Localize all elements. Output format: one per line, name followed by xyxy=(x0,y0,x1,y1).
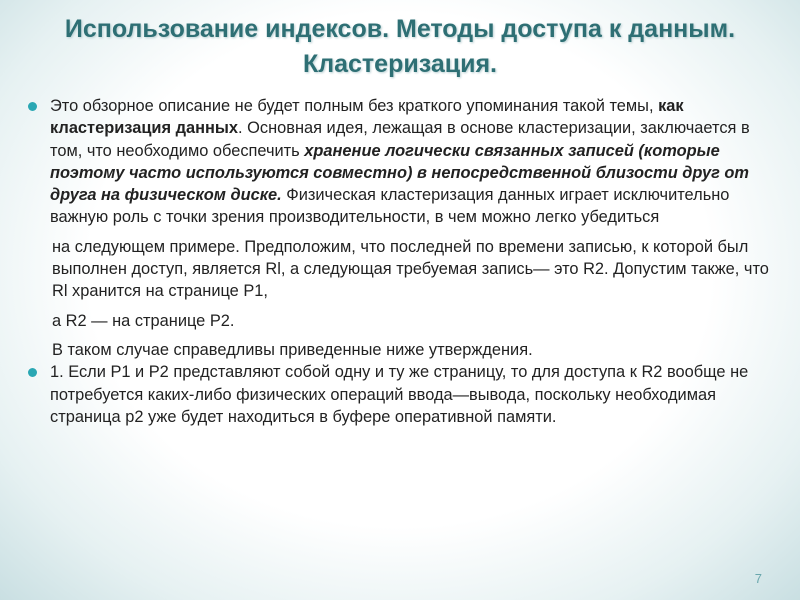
paragraph-clustering-intro xyxy=(26,95,774,229)
intro-text-2: . Основная идея, лежащая в основе кластеризации, заключается в том, что необходимо обеспечить xyxy=(50,119,750,160)
clustering-definition: хранение логически связанных записей (которые поэтому часто используются совместно) в непосредственной близости друг от друга на физическом диске. xyxy=(50,141,749,205)
paragraph-statement-1: 1. Если P1 и P2 представляют собой одну и ту же страницу, то для доступа к R2 вообще не потребуется каких-либо физических операций ввода—вывода, поскольку необходимая страница p2 уже будет находиться в буфере оперативной памяти. xyxy=(26,361,774,428)
intro-text-3: Физическая кластеризация данных играет исключительно важную роль с точки зрения производительности, в чем можно легко убедиться xyxy=(50,186,730,227)
paragraph-example: на следующем примере. Предположим, что последней по времени записью, к которой был выполнен доступ, является Rl, а следующая требуемая запись— это R2. Допустим также, что Rl хранится на странице P1, xyxy=(52,237,769,301)
paragraph-r2-page: а R2 — на странице P2. xyxy=(52,311,235,330)
intro-text-1: Это обзорное описание не будет полным без краткого упоминания такой темы, xyxy=(50,97,659,115)
page-number: 7 xyxy=(754,571,762,586)
slide-title: Использование индексов. Методы доступа к данным. Кластеризация. xyxy=(64,15,736,78)
slide-body xyxy=(26,95,774,428)
clustering-term: как кластеризация данных xyxy=(50,97,684,138)
paragraph-statements: В таком случае справедливы приведенные ниже утверждения. xyxy=(52,340,533,359)
